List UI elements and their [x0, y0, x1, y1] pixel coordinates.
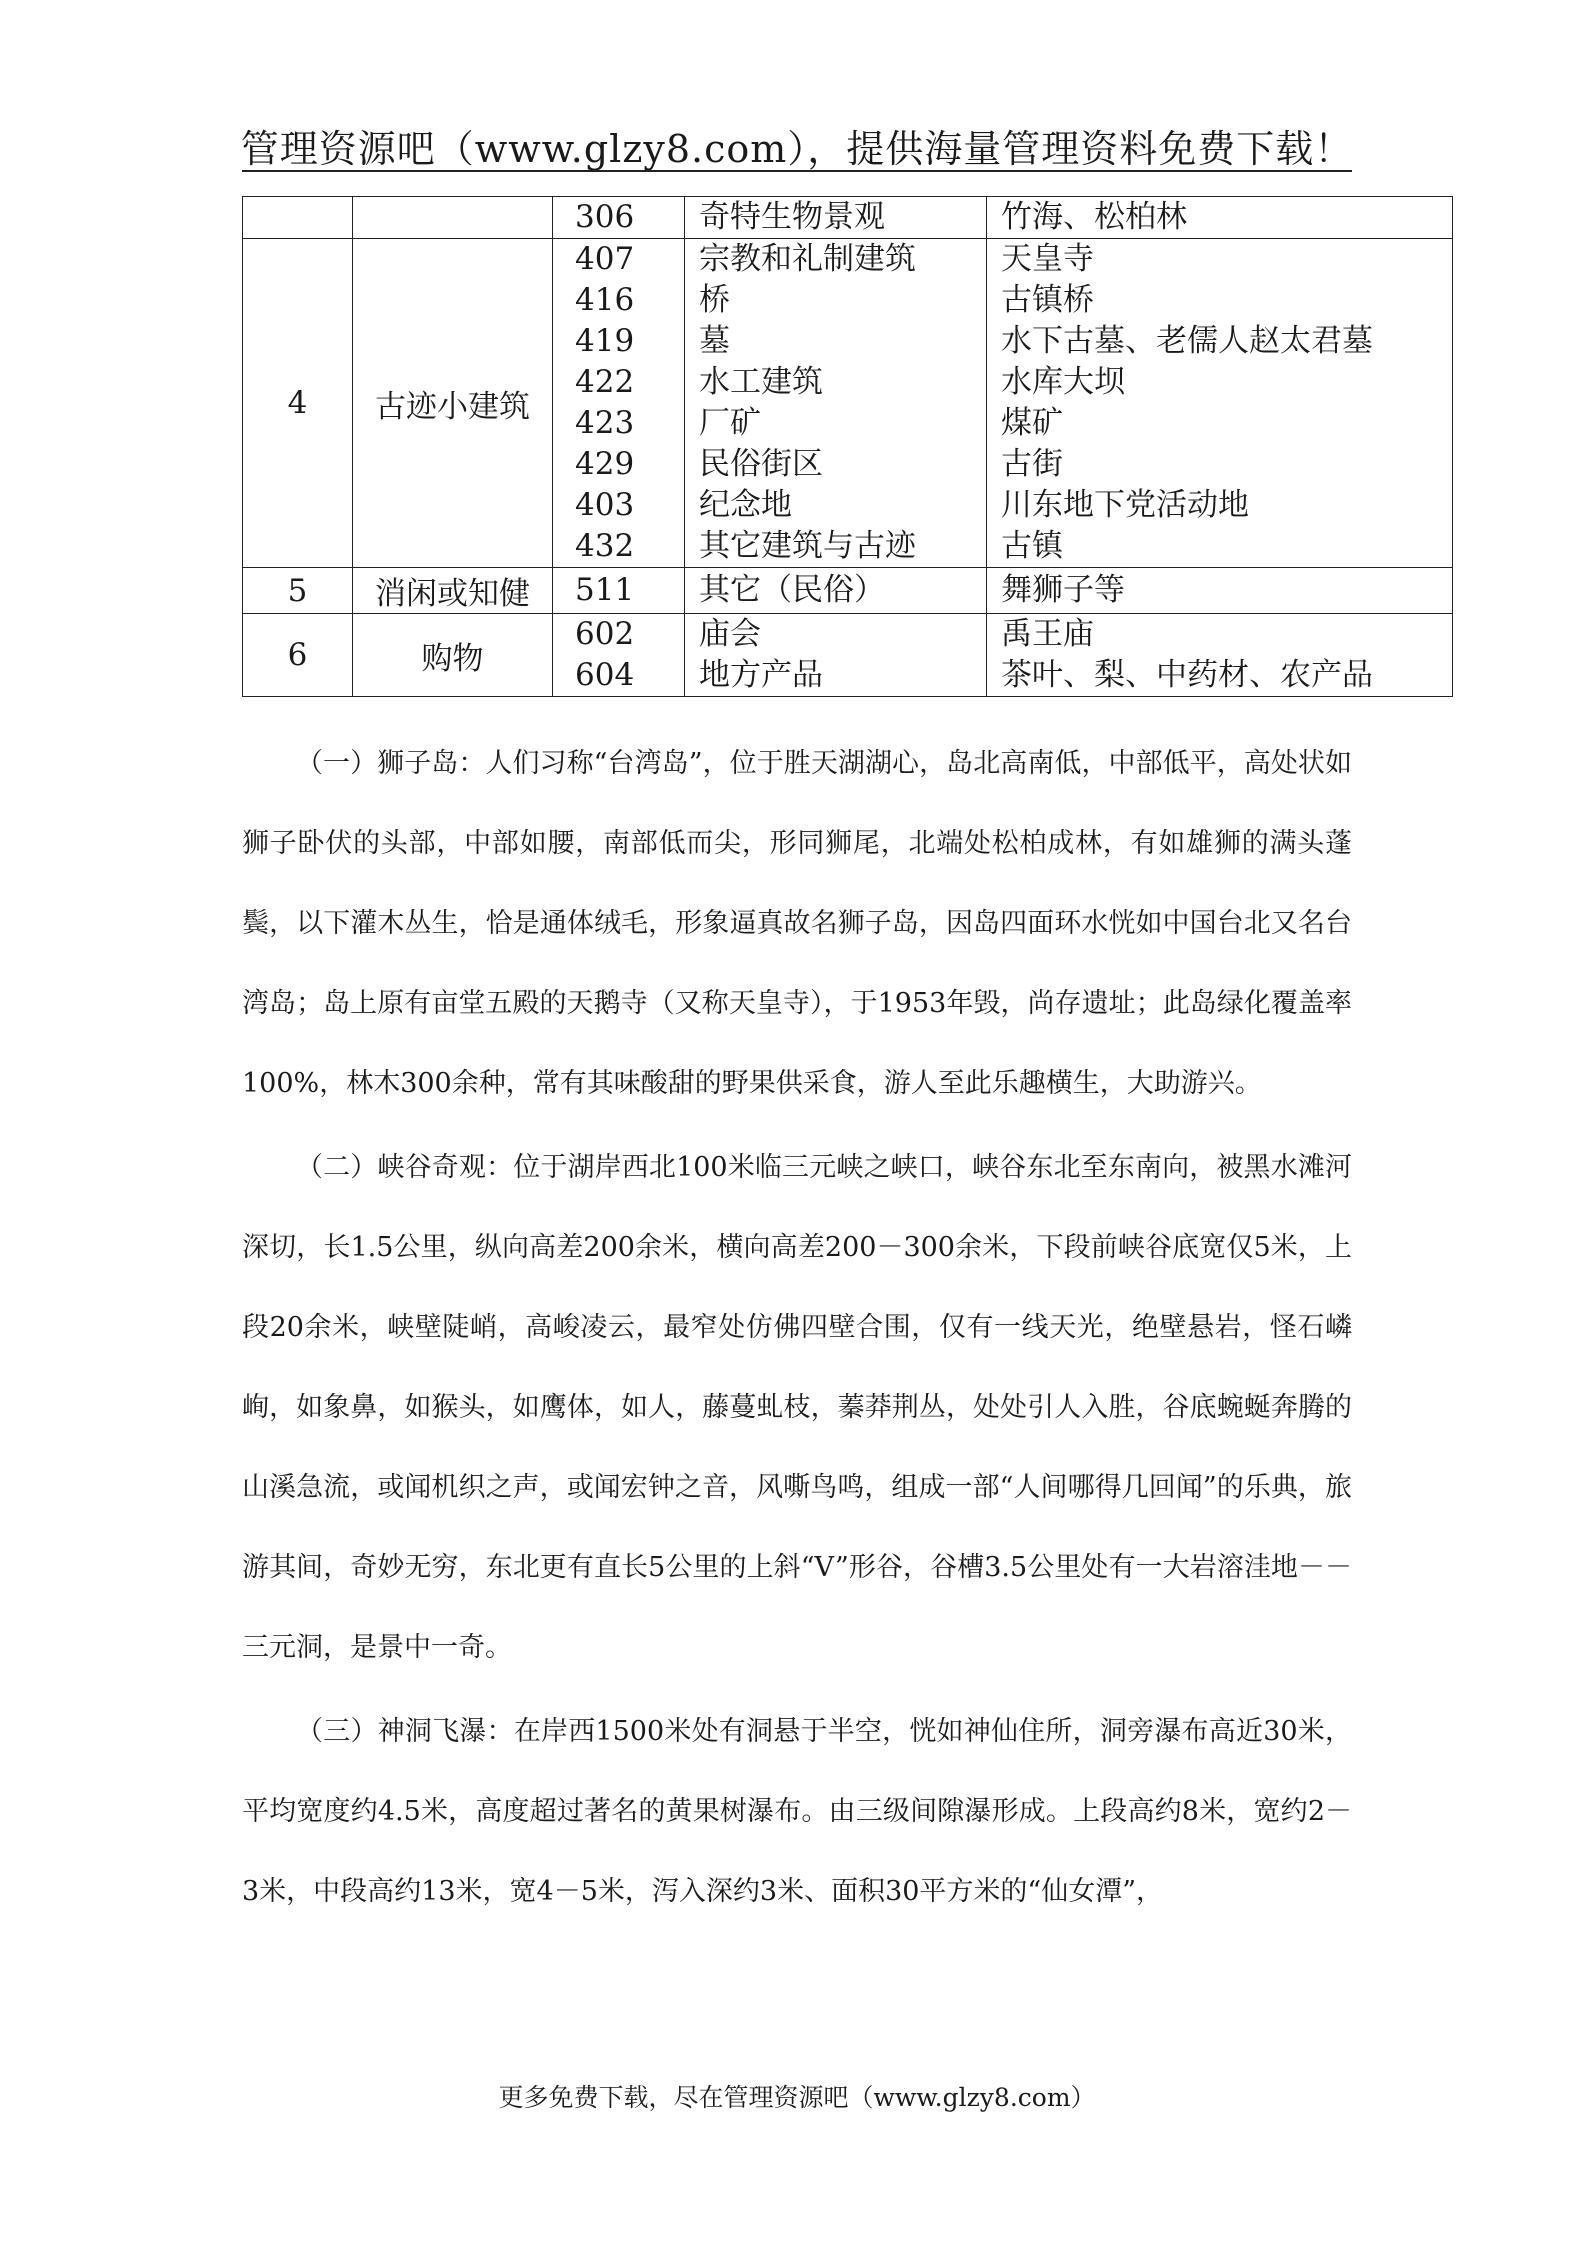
table-row	[243, 239, 1453, 568]
type: 其它建筑与古迹	[699, 528, 916, 564]
type-cell	[685, 197, 987, 239]
example: 水下古墓、老儒人赵太君墓	[1001, 323, 1373, 359]
type: 水工建筑	[699, 364, 823, 400]
paragraph-lion-island: （一）狮子岛：人们习称“台湾岛”，位于胜天湖湖心，岛北高南低，中部低平，高处状如狮子卧伏的头部，中部如腰，南部低而尖，形同狮尾，北端处松柏成林，有如雄狮的满头蓬鬓，以下灌木丛生，恰是通体绒毛，形象逼真故名狮子岛，因岛四面环水恍如中国台北又名台湾岛；岛上原有亩堂五殿的天鹅寺（又称天皇寺），于1953年毁，尚存遗址；此岛绿化覆盖率100%，林木300余种，常有其味酸甜的野果供采食，游人至此乐趣横生，大助游兴。	[242, 748, 1352, 1099]
code: 416	[575, 282, 635, 318]
example: 水库大坝	[1001, 364, 1125, 400]
code: 432	[575, 528, 635, 564]
example-cell	[987, 568, 1453, 614]
example: 竹海、松柏林	[1001, 199, 1187, 235]
type: 其它（民俗）	[699, 572, 885, 608]
table-row	[243, 568, 1453, 614]
table-row	[243, 614, 1453, 697]
code: 604	[575, 657, 635, 693]
example-cell	[987, 614, 1453, 697]
example-cell	[987, 239, 1453, 568]
type: 奇特生物景观	[699, 199, 885, 235]
page-footer: 更多免费下载，尽在管理资源吧（www.glzy8.com）	[498, 2083, 1096, 2112]
type: 桥	[699, 282, 730, 318]
type: 厂矿	[699, 405, 761, 441]
code-cell	[553, 197, 685, 239]
type: 宗教和礼制建筑	[699, 241, 916, 277]
type: 纪念地	[699, 487, 792, 523]
type: 地方产品	[699, 657, 823, 693]
group-category-cell: 购物	[353, 614, 553, 697]
code: 602	[575, 616, 635, 652]
code-cell	[553, 568, 685, 614]
example: 古街	[1001, 446, 1063, 482]
group-category-cell	[353, 197, 553, 239]
example: 茶叶、梨、中药材、农产品	[1001, 657, 1373, 693]
example: 煤矿	[1001, 405, 1063, 441]
group-index-cell: 4	[243, 239, 353, 568]
code: 403	[575, 487, 635, 523]
body-text	[242, 724, 1352, 1936]
scenic-resource-table	[242, 196, 1453, 697]
group-index-cell: 5	[243, 568, 353, 614]
example-cell	[987, 197, 1453, 239]
code: 423	[575, 405, 635, 441]
example: 天皇寺	[1001, 241, 1094, 277]
code: 422	[575, 364, 635, 400]
code: 429	[575, 446, 635, 482]
paragraph-waterfall: （三）神洞飞瀑：在岸西1500米处有洞悬于半空，恍如神仙住所，洞旁瀑布高近30米，平均宽度约4.5米，高度超过著名的黄果树瀑布。由三级间隙瀑形成。上段高约8米，宽约2－3米，中段高约13米，宽4－5米，泻入深约3米、面积30平方米的“仙女潭”，	[242, 1716, 1352, 1907]
example: 古镇桥	[1001, 282, 1094, 318]
type: 民俗街区	[699, 446, 823, 482]
example: 古镇	[1001, 528, 1063, 564]
type-cell	[685, 568, 987, 614]
code-cell	[553, 239, 685, 568]
code-cell	[553, 614, 685, 697]
type-cell	[685, 239, 987, 568]
group-index-cell: 6	[243, 614, 353, 697]
type: 墓	[699, 323, 730, 359]
group-category-cell: 消闲或知健	[353, 568, 553, 614]
example: 禹王庙	[1001, 616, 1094, 652]
page-header: 管理资源吧（www.glzy8.com），提供海量管理资料免费下载！	[240, 127, 1354, 171]
type: 庙会	[699, 616, 761, 652]
table-row	[243, 197, 1453, 239]
example: 川东地下党活动地	[1001, 487, 1249, 523]
paragraph-canyon: （二）峡谷奇观：位于湖岸西北100米临三元峡之峡口，峡谷东北至东南向，被黑水滩河深切，长1.5公里，纵向高差200余米，横向高差200－300余米，下段前峡谷底宽仅5米，上段20余米，峡壁陡峭，高峻凌云，最窄处仿佛四壁合围，仅有一线天光，绝壁悬岩，怪石嶙峋，如象鼻，如猴头，如鹰体，如人，藤蔓虬枝，蓁莽荆丛，处处引人入胜，谷底蜿蜒奔腾的山溪急流，或闻机织之声，或闻宏钟之音，风嘶鸟鸣，组成一部“人间哪得几回闻”的乐典，旅游其间，奇妙无穷，东北更有直长5公里的上斜“V”形谷，谷槽3.5公里处有一大岩溶洼地－－三元洞，是景中一奇。	[242, 1152, 1352, 1663]
code: 419	[575, 323, 635, 359]
header-rule	[242, 170, 1352, 172]
group-category-cell: 古迹小建筑	[353, 239, 553, 568]
example: 舞狮子等	[1001, 572, 1125, 608]
code: 306	[575, 199, 635, 235]
code: 511	[575, 572, 635, 608]
type-cell	[685, 614, 987, 697]
group-index-cell	[243, 197, 353, 239]
code: 407	[575, 241, 635, 277]
